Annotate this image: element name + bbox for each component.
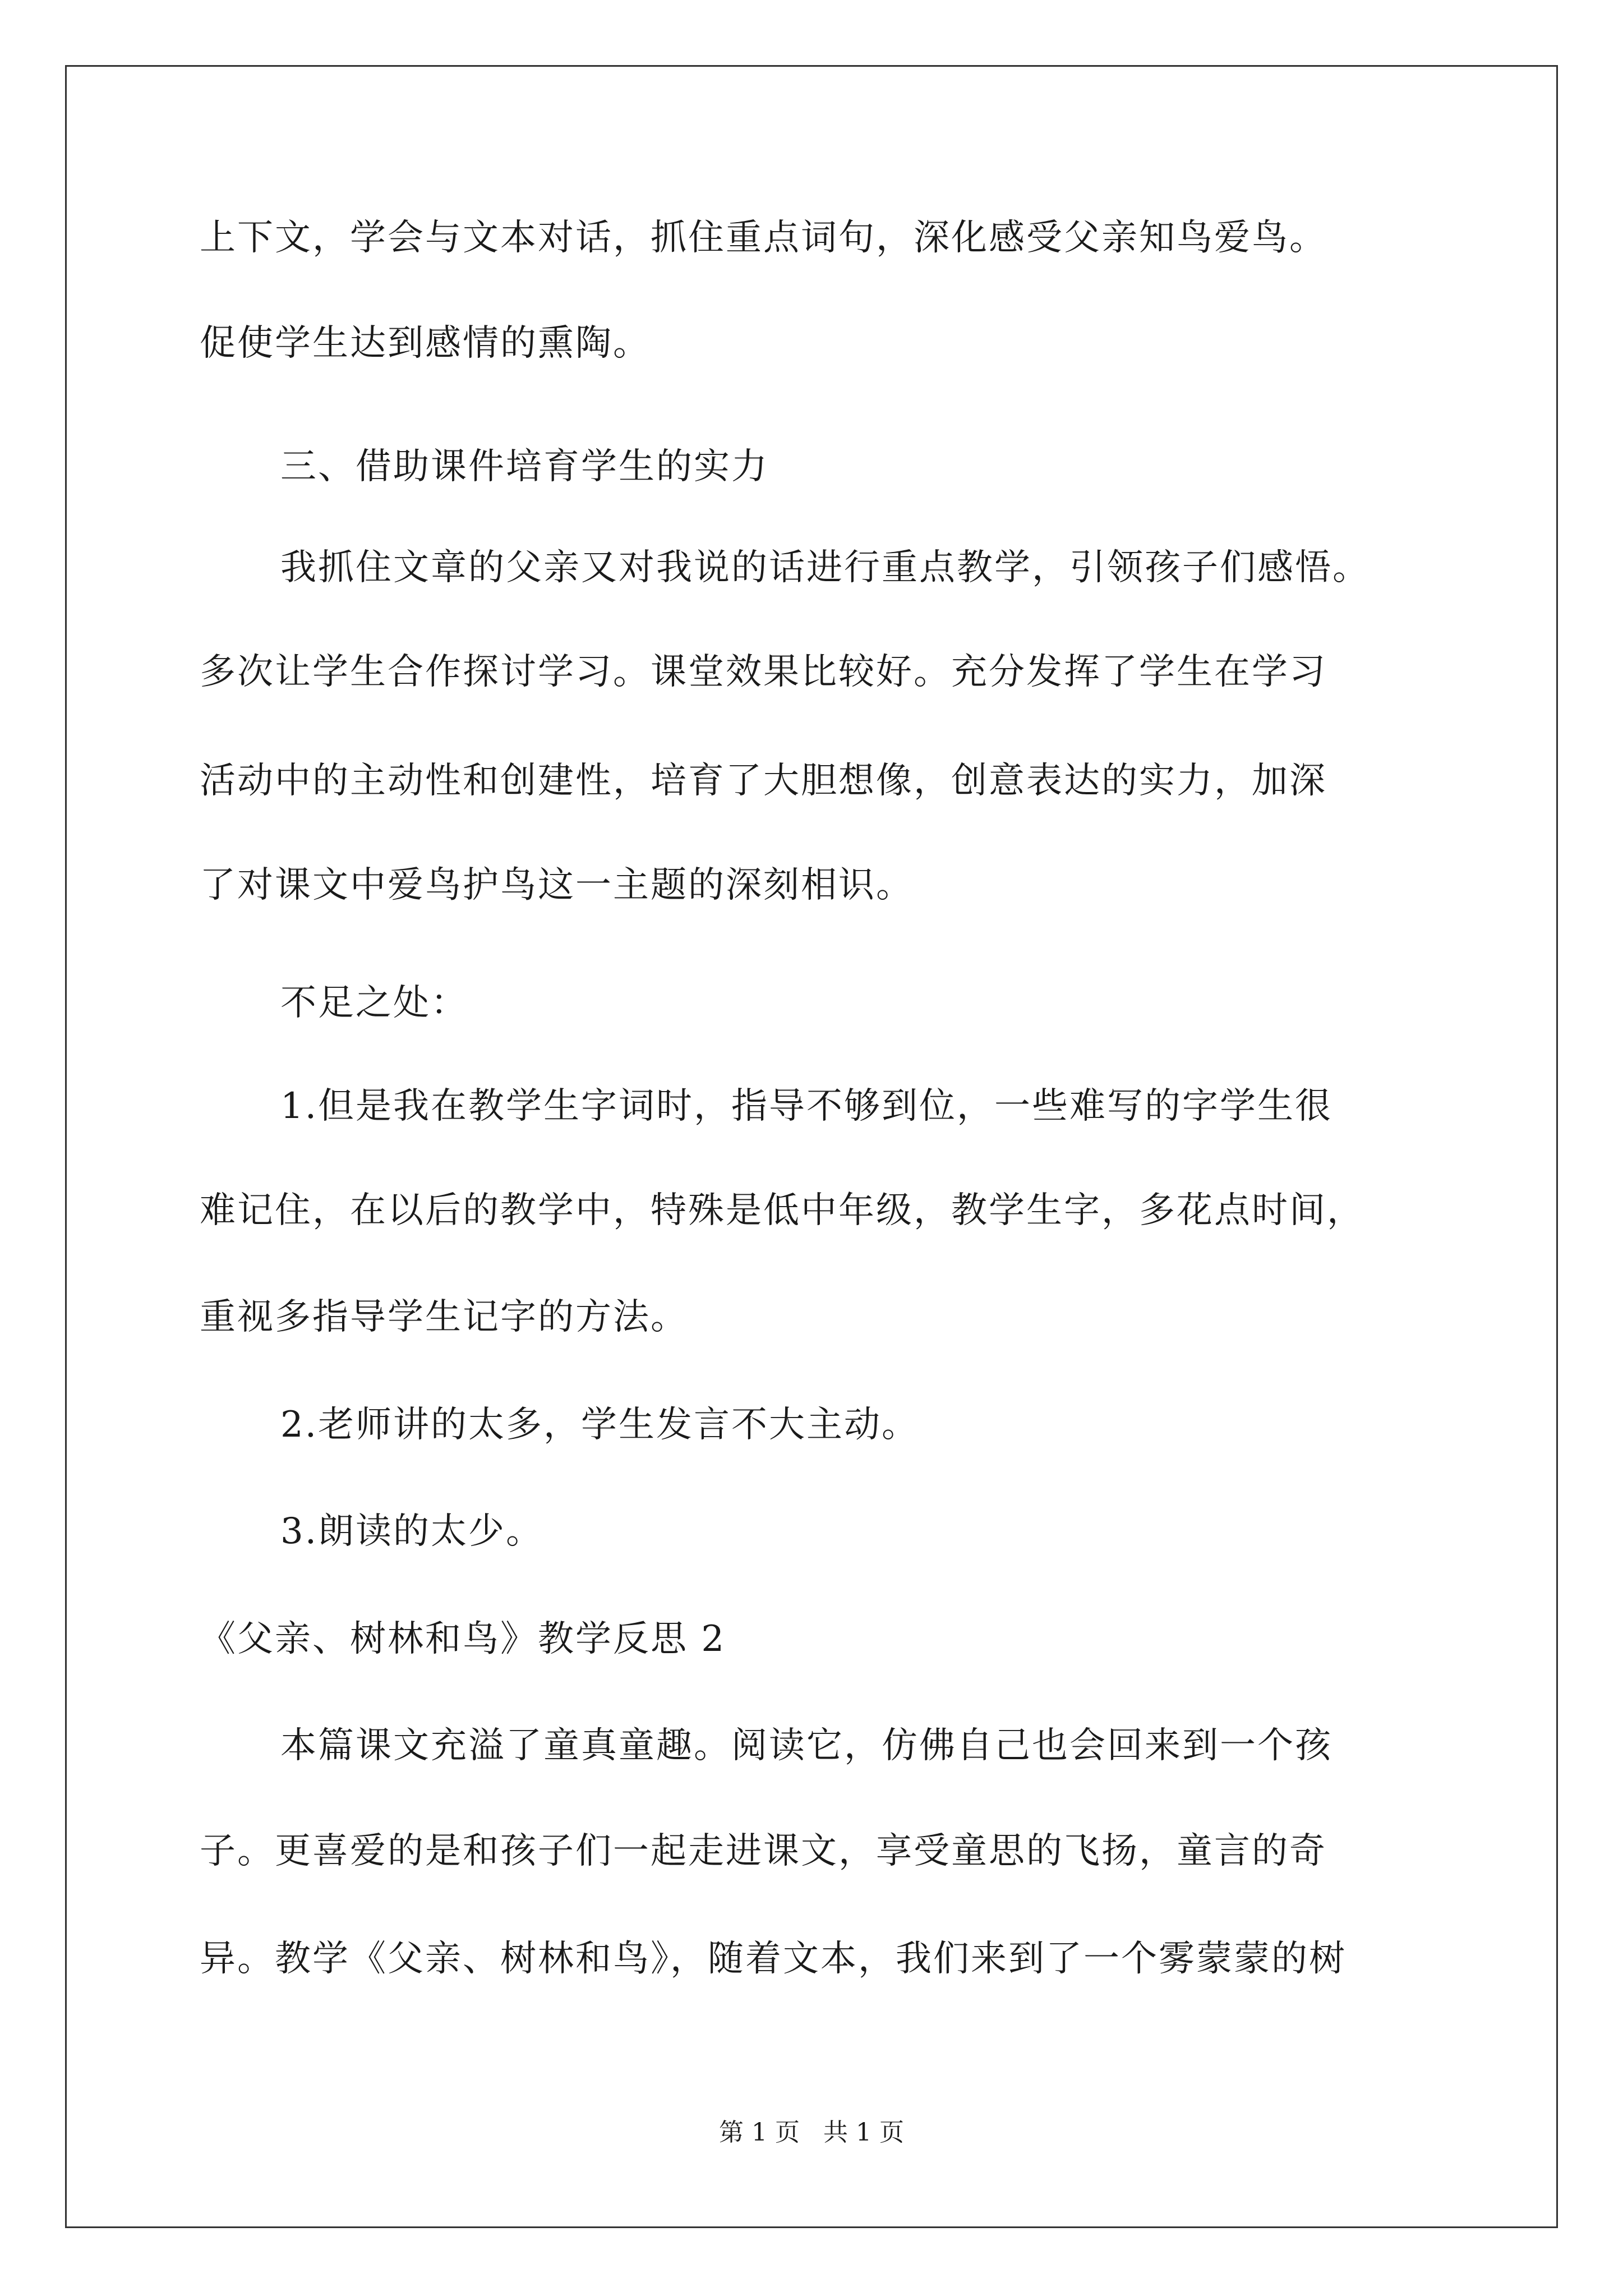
page-footer bbox=[0, 2120, 1623, 2145]
page-total: 共 1 页 bbox=[823, 2118, 904, 2147]
article-title: 《父亲、树林和鸟》教学反思 2 bbox=[200, 1618, 726, 1660]
page-number: 第 1 页 bbox=[719, 2118, 800, 2147]
text-line: 了对课文中爱鸟护鸟这一主题的深刻相识。 bbox=[200, 864, 914, 906]
text-line: 难记住，在以后的教学中，特殊是低中年级，教学生字，多花点时间， bbox=[200, 1190, 1364, 1231]
text-line: 上下文，学会与文本对话，抓住重点词句，深化感受父亲知鸟爱鸟。 bbox=[200, 217, 1327, 259]
text-line: 子。更喜爱的是和孩子们一起走进课文，享受童思的飞扬，童言的奇 bbox=[200, 1830, 1327, 1872]
text-line: 异。教学《父亲、树林和鸟》，随着文本，我们来到了一个雾蒙蒙的树 bbox=[200, 1938, 1347, 1980]
page-frame bbox=[65, 65, 1558, 2228]
text-line: 活动中的主动性和创建性，培育了大胆想像，创意表达的实力，加深 bbox=[200, 760, 1327, 802]
section-heading: 不足之处： bbox=[280, 982, 468, 1024]
text-line: 促使学生达到感情的熏陶。 bbox=[200, 323, 651, 364]
section-heading: 三、借助课件培育学生的实力 bbox=[280, 446, 769, 487]
text-line: 多次让学生合作探讨学习。课堂效果比较好。充分发挥了学生在学习 bbox=[200, 651, 1327, 693]
text-line: 重视多指导学生记字的方法。 bbox=[200, 1296, 688, 1338]
list-item: 3.朗读的太少。 bbox=[280, 1511, 544, 1552]
text-line: 我抓住文章的父亲又对我说的话进行重点教学，引领孩子们感悟。 bbox=[280, 547, 1370, 588]
text-line: 本篇课文充溢了童真童趣。阅读它，仿佛自己也会回来到一个孩 bbox=[280, 1725, 1332, 1766]
list-item: 2.老师讲的太多，学生发言不大主动。 bbox=[280, 1404, 920, 1446]
list-item: 1.但是我在教学生字词时，指导不够到位，一些难写的字学生很 bbox=[280, 1085, 1333, 1127]
